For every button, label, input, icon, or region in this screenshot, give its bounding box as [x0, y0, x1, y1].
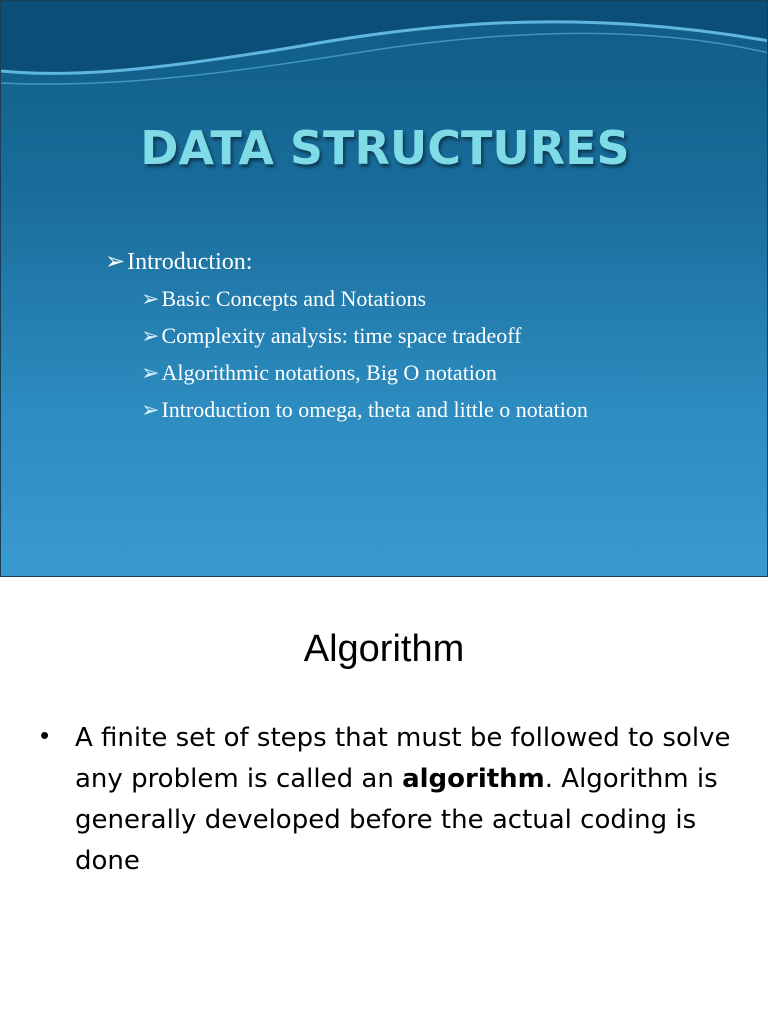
bullet-dot-icon: •	[40, 720, 50, 750]
list-item: ➢Introduction to omega, theta and little o notation	[141, 397, 588, 422]
arrow-bullet-icon: ➢	[141, 360, 160, 385]
list-item: ➢Algorithmic notations, Big O notation	[141, 360, 497, 385]
list-item: ➢Complexity analysis: time space tradeoff	[141, 323, 522, 348]
definition-text: A finite set of steps that must be followed to solve any problem is called an algorithm. Algorithm is generally developed before the actual coding is done	[75, 723, 731, 876]
arrow-bullet-icon: ➢	[105, 249, 126, 275]
list-item: ➢Introduction:	[105, 249, 253, 275]
arrow-bullet-icon: ➢	[141, 323, 160, 348]
bold-term: algorithm	[402, 764, 545, 794]
wave-decoration	[1, 1, 768, 111]
arrow-bullet-icon: ➢	[141, 286, 160, 311]
list-item: ➢Basic Concepts and Notations	[141, 286, 427, 311]
arrow-bullet-icon: ➢	[141, 397, 160, 422]
slide-title-heading: DATA STRUCTURES	[140, 121, 630, 175]
algorithm-heading: Algorithm	[303, 628, 465, 670]
